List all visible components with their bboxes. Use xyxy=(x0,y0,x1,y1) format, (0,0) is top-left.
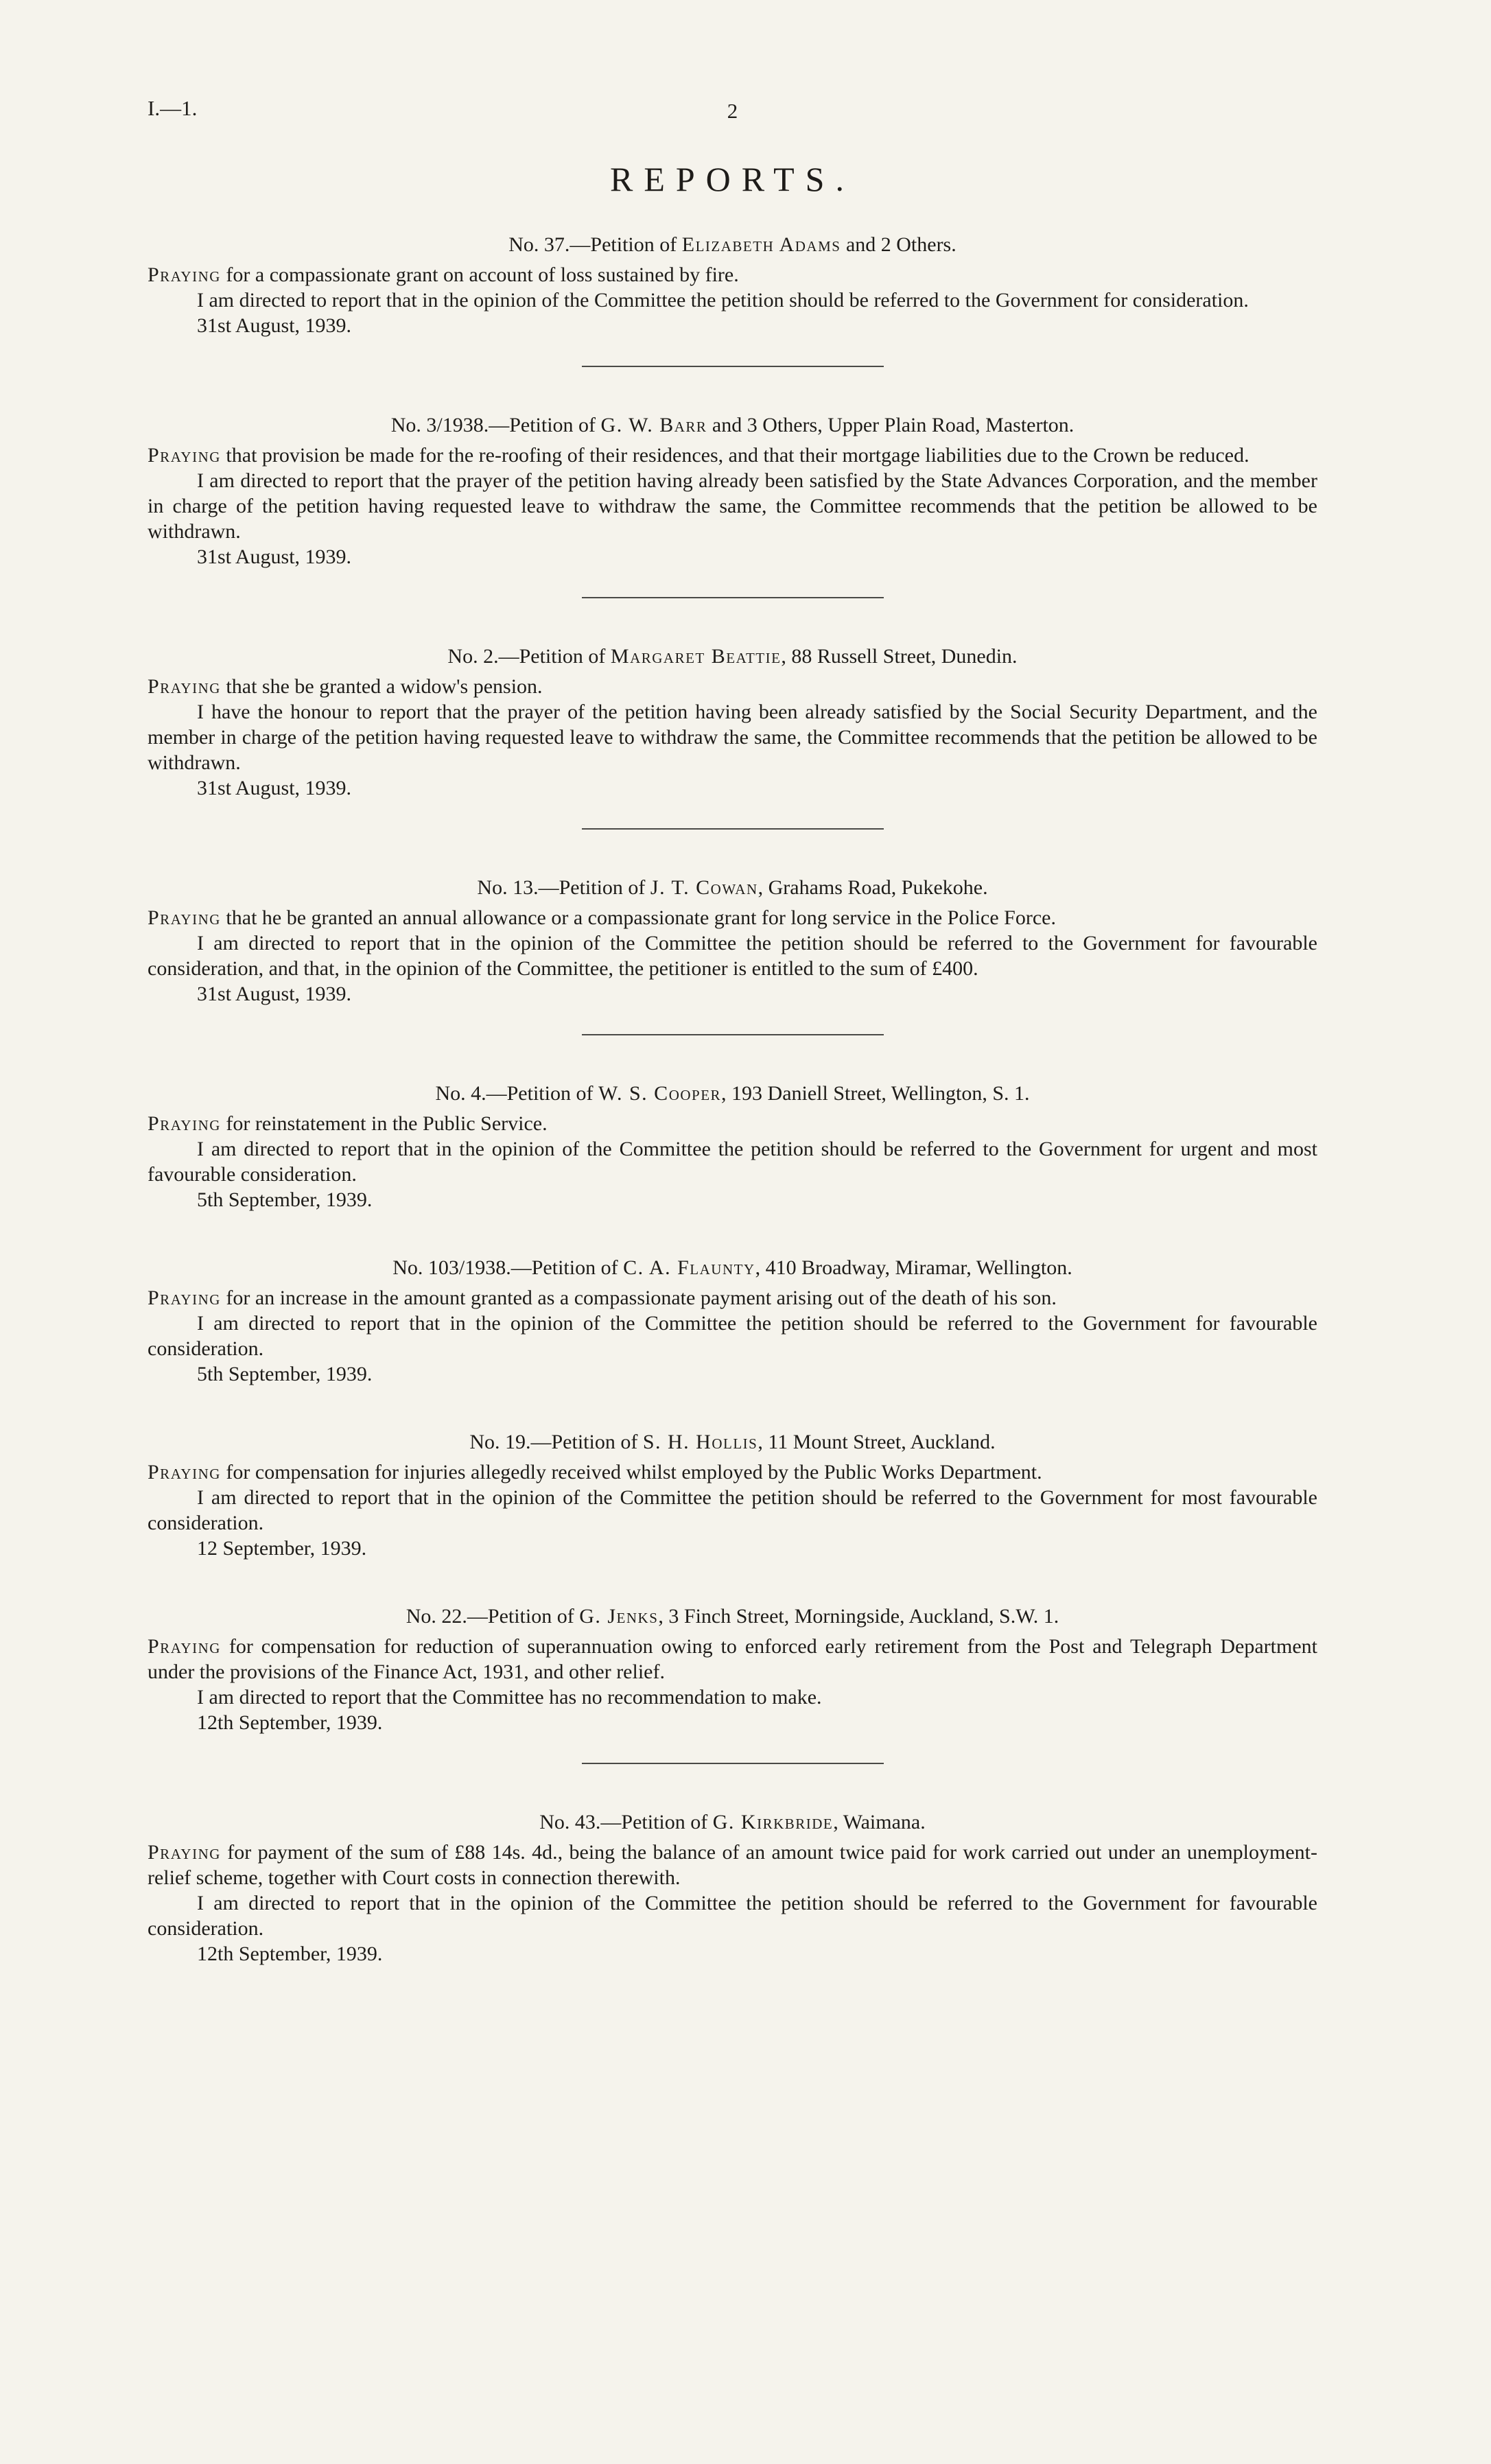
petition-report xyxy=(148,1604,1317,1735)
petition-heading xyxy=(148,232,1317,257)
prayer-paragraph xyxy=(148,1634,1317,1685)
section-divider xyxy=(582,597,884,598)
petition-heading xyxy=(148,1809,1317,1835)
petition-number: No. 2.—Petition of xyxy=(447,645,611,668)
petitioner-name: Margaret Beattie xyxy=(610,645,782,668)
petition-heading-rest: , 193 Daniell Street, Wellington, S. 1. xyxy=(721,1082,1030,1105)
petition-heading-rest: and 3 Others, Upper Plain Road, Masterton. xyxy=(707,414,1075,436)
report-paragraph: I am directed to report that in the opinion of the Committee the petition should be referred to the Government for consideration. xyxy=(197,289,1249,312)
petition-report xyxy=(148,1429,1317,1561)
petition-report xyxy=(148,232,1317,338)
section-divider xyxy=(582,1763,884,1764)
petition-heading-rest: , Waimana. xyxy=(833,1811,926,1833)
report-paragraph: I am directed to report that the Committee has no recommendation to make. xyxy=(197,1686,822,1709)
prayer-text: that provision be made for the re-roofing of their residences, and that their mortgage liabilities due to the Crown be reduced. xyxy=(220,444,1249,467)
report-date: 31st August, 1939. xyxy=(197,983,352,1005)
prayer-text: that she be granted a widow's pension. xyxy=(220,675,543,698)
petition-report xyxy=(148,644,1317,801)
report-date: 31st August, 1939. xyxy=(197,545,352,568)
prayer-text: for reinstatement in the Public Service. xyxy=(220,1112,548,1135)
prayer-text: that he be granted an annual allowance or a compassionate grant for long service in the Police Force. xyxy=(220,906,1056,929)
page-header xyxy=(148,96,1317,125)
petition-number: No. 19.—Petition of xyxy=(469,1431,643,1453)
petition-heading xyxy=(148,1429,1317,1455)
petitioner-name: G. W. Barr xyxy=(600,414,707,436)
section-divider xyxy=(582,366,884,367)
petition-heading-rest: , 410 Broadway, Miramar, Wellington. xyxy=(755,1256,1072,1279)
praying-word: Praying xyxy=(148,1461,221,1483)
petition-report xyxy=(148,1081,1317,1212)
report-date: 12th September, 1939. xyxy=(197,1711,383,1734)
section-divider xyxy=(582,828,884,830)
praying-word: Praying xyxy=(148,1287,221,1309)
report-date: 5th September, 1939. xyxy=(197,1363,373,1385)
petition-report xyxy=(148,412,1317,570)
report-date: 12 September, 1939. xyxy=(197,1537,367,1560)
praying-word: Praying xyxy=(148,906,221,929)
petition-heading xyxy=(148,1255,1317,1280)
report-paragraph: I am directed to report that in the opinion of the Committee the petition should be referred to the Government for urgent and most favourable consideration. xyxy=(148,1138,1317,1186)
petition-number: No. 37.—Petition of xyxy=(508,233,682,256)
petition-heading-rest: and 2 Others. xyxy=(841,233,956,256)
petition-heading-rest: , 11 Mount Street, Auckland. xyxy=(758,1431,996,1453)
petition-number: No. 103/1938.—Petition of xyxy=(392,1256,624,1279)
page-title: REPORTS. xyxy=(609,160,855,198)
petition-number: No. 4.—Petition of xyxy=(435,1082,598,1105)
praying-word: Praying xyxy=(148,444,221,467)
report-paragraph: I am directed to report that in the opinion of the Committee the petition should be referred to the Government for favourable consideration, and that, in the opinion of the Committee, the petitioner is entitled to the sum of £400. xyxy=(148,932,1317,980)
petition-heading-rest: , 88 Russell Street, Dunedin. xyxy=(781,645,1018,668)
report-date: 5th September, 1939. xyxy=(197,1188,373,1211)
prayer-text: for a compassionate grant on account of loss sustained by fire. xyxy=(220,263,739,286)
petition-heading xyxy=(148,644,1317,669)
prayer-paragraph xyxy=(148,905,1317,930)
petition-number: No. 43.—Petition of xyxy=(539,1811,713,1833)
praying-word: Praying xyxy=(148,1112,221,1135)
prayer-paragraph xyxy=(148,674,1317,699)
report-paragraph: I am directed to report that in the opinion of the Committee the petition should be referred to the Government for most favourable consideration. xyxy=(148,1486,1317,1534)
petition-heading xyxy=(148,875,1317,900)
prayer-paragraph xyxy=(148,1285,1317,1311)
petition-report xyxy=(148,875,1317,1007)
petition-report xyxy=(148,1809,1317,1967)
praying-word: Praying xyxy=(148,263,221,286)
prayer-paragraph xyxy=(148,1459,1317,1485)
report-date: 31st August, 1939. xyxy=(197,314,352,337)
petitioner-name: S. H. Hollis xyxy=(642,1431,758,1453)
petition-report xyxy=(148,1255,1317,1387)
prayer-text: for compensation for reduction of superannuation owing to enforced early retirement from the Post and Telegraph Department under the provisions of the Finance Act, 1931, and other relief. xyxy=(148,1635,1317,1683)
prayer-text: for payment of the sum of £88 14s. 4d., being the balance of an amount twice paid for work carried out under an unemployment-relief scheme, together with Court costs in connection therewith. xyxy=(148,1841,1317,1889)
report-date: 31st August, 1939. xyxy=(197,777,352,799)
section-divider xyxy=(582,1034,884,1035)
page-number: 2 xyxy=(727,99,738,123)
praying-word: Praying xyxy=(148,675,221,698)
petitioner-name: Elizabeth Adams xyxy=(681,233,841,256)
reports-list xyxy=(148,232,1317,1967)
report-paragraph: I am directed to report that in the opinion of the Committee the petition should be referred to the Government for favourable consideration. xyxy=(148,1312,1317,1360)
petition-number: No. 22.—Petition of xyxy=(406,1605,580,1628)
prayer-text: for compensation for injuries allegedly received whilst employed by the Public Works Department. xyxy=(220,1461,1042,1483)
report-paragraph: I am directed to report that in the opinion of the Committee the petition should be referred to the Government for favourable consideration. xyxy=(148,1892,1317,1940)
prayer-paragraph xyxy=(148,1840,1317,1890)
prayer-text: for an increase in the amount granted as a compassionate payment arising out of the death of his son. xyxy=(220,1287,1057,1309)
report-date: 12th September, 1939. xyxy=(197,1943,383,1965)
praying-word: Praying xyxy=(148,1635,221,1658)
petitioner-name: G. Kirkbride xyxy=(712,1811,834,1833)
petition-heading xyxy=(148,1604,1317,1629)
prayer-paragraph xyxy=(148,1111,1317,1136)
petitioner-name: W. S. Cooper xyxy=(598,1082,722,1105)
petition-heading-rest: , 3 Finch Street, Morningside, Auckland, S.W. 1. xyxy=(658,1605,1059,1628)
report-paragraph: I have the honour to report that the prayer of the petition having been already satisfied by the Social Security Department, and the member in charge of the petition having requested leave to withdraw the same, the Committee recommends that the petition be allowed to be withdrawn. xyxy=(148,701,1317,774)
petition-number: No. 13.—Petition of xyxy=(477,876,650,899)
petitioner-name: C. A. Flaunty xyxy=(623,1256,755,1279)
document-page xyxy=(148,0,1317,1967)
folio-reference: I.—1. xyxy=(148,96,198,120)
prayer-paragraph xyxy=(148,262,1317,288)
petitioner-name: J. T. Cowan xyxy=(650,876,758,899)
petition-heading xyxy=(148,412,1317,438)
petition-number: No. 3/1938.—Petition of xyxy=(390,414,601,436)
prayer-paragraph xyxy=(148,443,1317,468)
petition-heading xyxy=(148,1081,1317,1106)
petition-heading-rest: , Grahams Road, Pukekohe. xyxy=(758,876,988,899)
praying-word: Praying xyxy=(148,1841,221,1864)
petitioner-name: G. Jenks xyxy=(579,1605,659,1628)
report-paragraph: I am directed to report that the prayer of the petition having already been satisfied by the State Advances Corporation, and the member in charge of the petition having requested leave to withdraw the same, the Committee recommends that the petition be allowed to be withdrawn. xyxy=(148,469,1317,543)
